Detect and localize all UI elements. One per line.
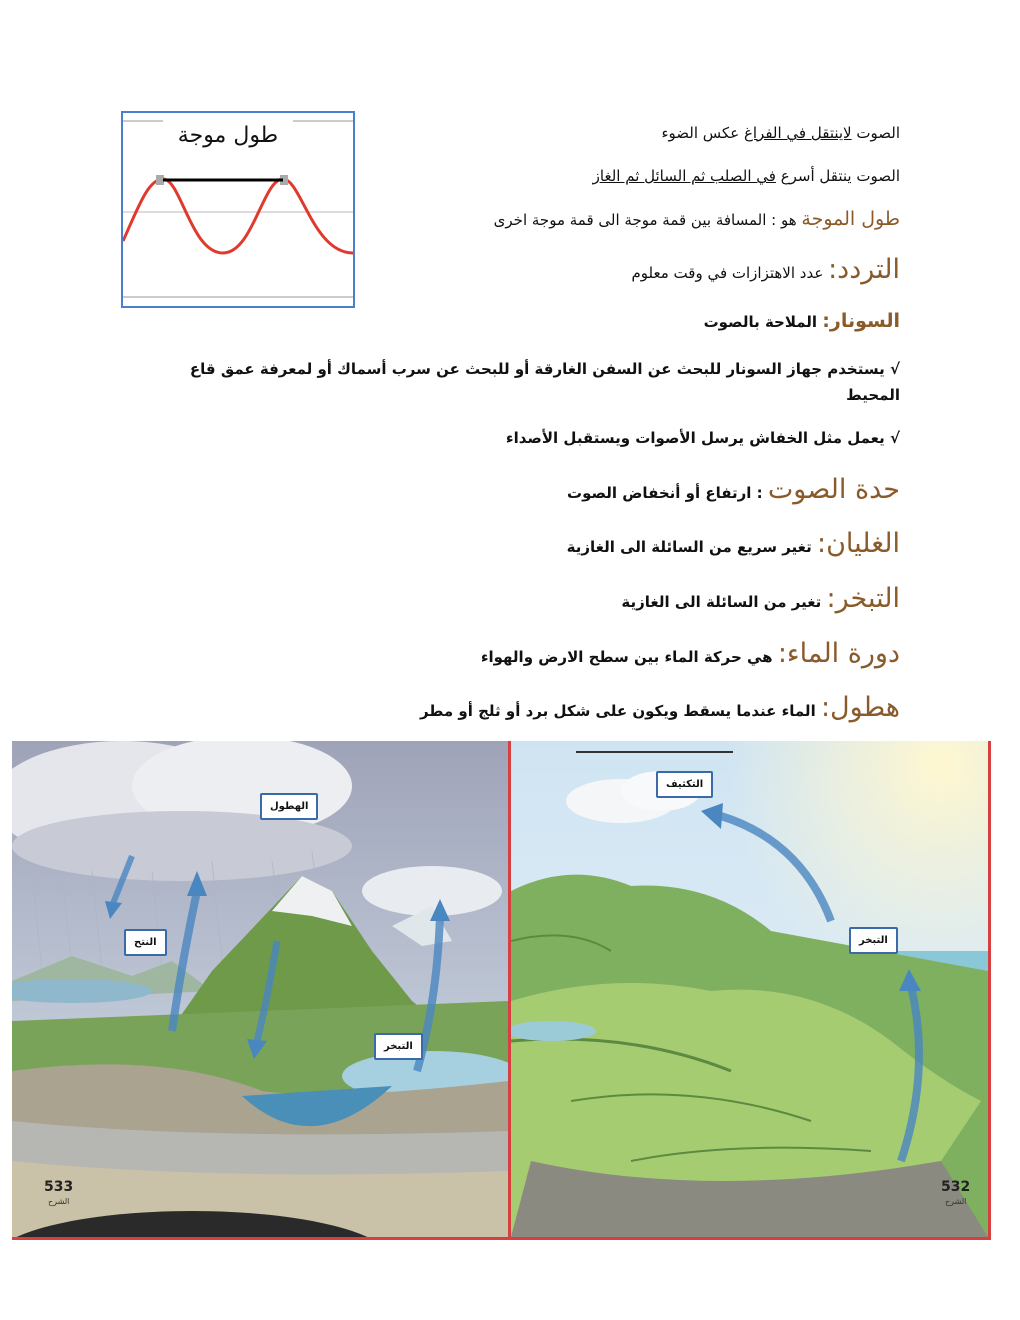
label-evaporation-right: التبخر (849, 927, 898, 954)
line-sound-vacuum: الصوت لاينتقل في الفراغ عكس الضوء (661, 124, 900, 142)
line-precipitation-def: هطول: الماء عندما يسقط ويكون على شكل برد أو ثلج أو مطر (419, 692, 900, 723)
line-frequency-def: التردد: عدد الاهتزازات في وقت معلوم (631, 254, 900, 285)
wavelength-diagram (121, 111, 355, 308)
water-cycle-illustration-right (511, 741, 991, 1240)
wavelength-label: طول موجة (163, 115, 293, 157)
label-condensation: التكثيف (656, 771, 713, 798)
line-sonar-use: √ يستخدم جهاز السونار للبحث عن السفن الغارقة أو للبحث عن سرب أسماك أو لمعرفة عمق قاع المحيط (189, 360, 900, 404)
label-evaporation-left: التبخر (374, 1033, 423, 1060)
water-cycle-illustration-left (12, 741, 511, 1240)
page-sub-right: الشرح (945, 1197, 967, 1206)
line-wavelength-def: طول الموجة هو : المسافة بين قمة موجة الى قمة موجة اخرى (493, 208, 900, 230)
line-sonar-bat: √ يعمل مثل الخفاش يرسل الأصوات ويستقبل الأصداء (505, 429, 900, 447)
page-number-left: 533 (44, 1179, 74, 1195)
page-number-right: 532 (941, 1179, 971, 1195)
label-precipitation: الهطول (260, 793, 318, 820)
line-evaporation-def: التبخر: تغير من السائلة الى الغازية (621, 583, 900, 614)
page-sub-left: الشرح (48, 1197, 70, 1206)
line-sonar-def: السونار: الملاحة بالصوت (703, 310, 900, 332)
line-pitch-def: حدة الصوت : ارتفاع أو أنخفاض الصوت (567, 474, 900, 505)
landscape-right-graphic (511, 741, 988, 1237)
line-boiling-def: الغليان: تغير سريع من السائلة الى الغازية (566, 528, 900, 559)
label-transpiration: النتح (124, 929, 167, 956)
line-water-cycle-def: دورة الماء: هي حركة الماء بين سطح الارض والهواء (480, 638, 900, 669)
line-sound-speed: الصوت ينتقل أسرع في الصلب ثم السائل ثم الغاز (592, 167, 900, 185)
